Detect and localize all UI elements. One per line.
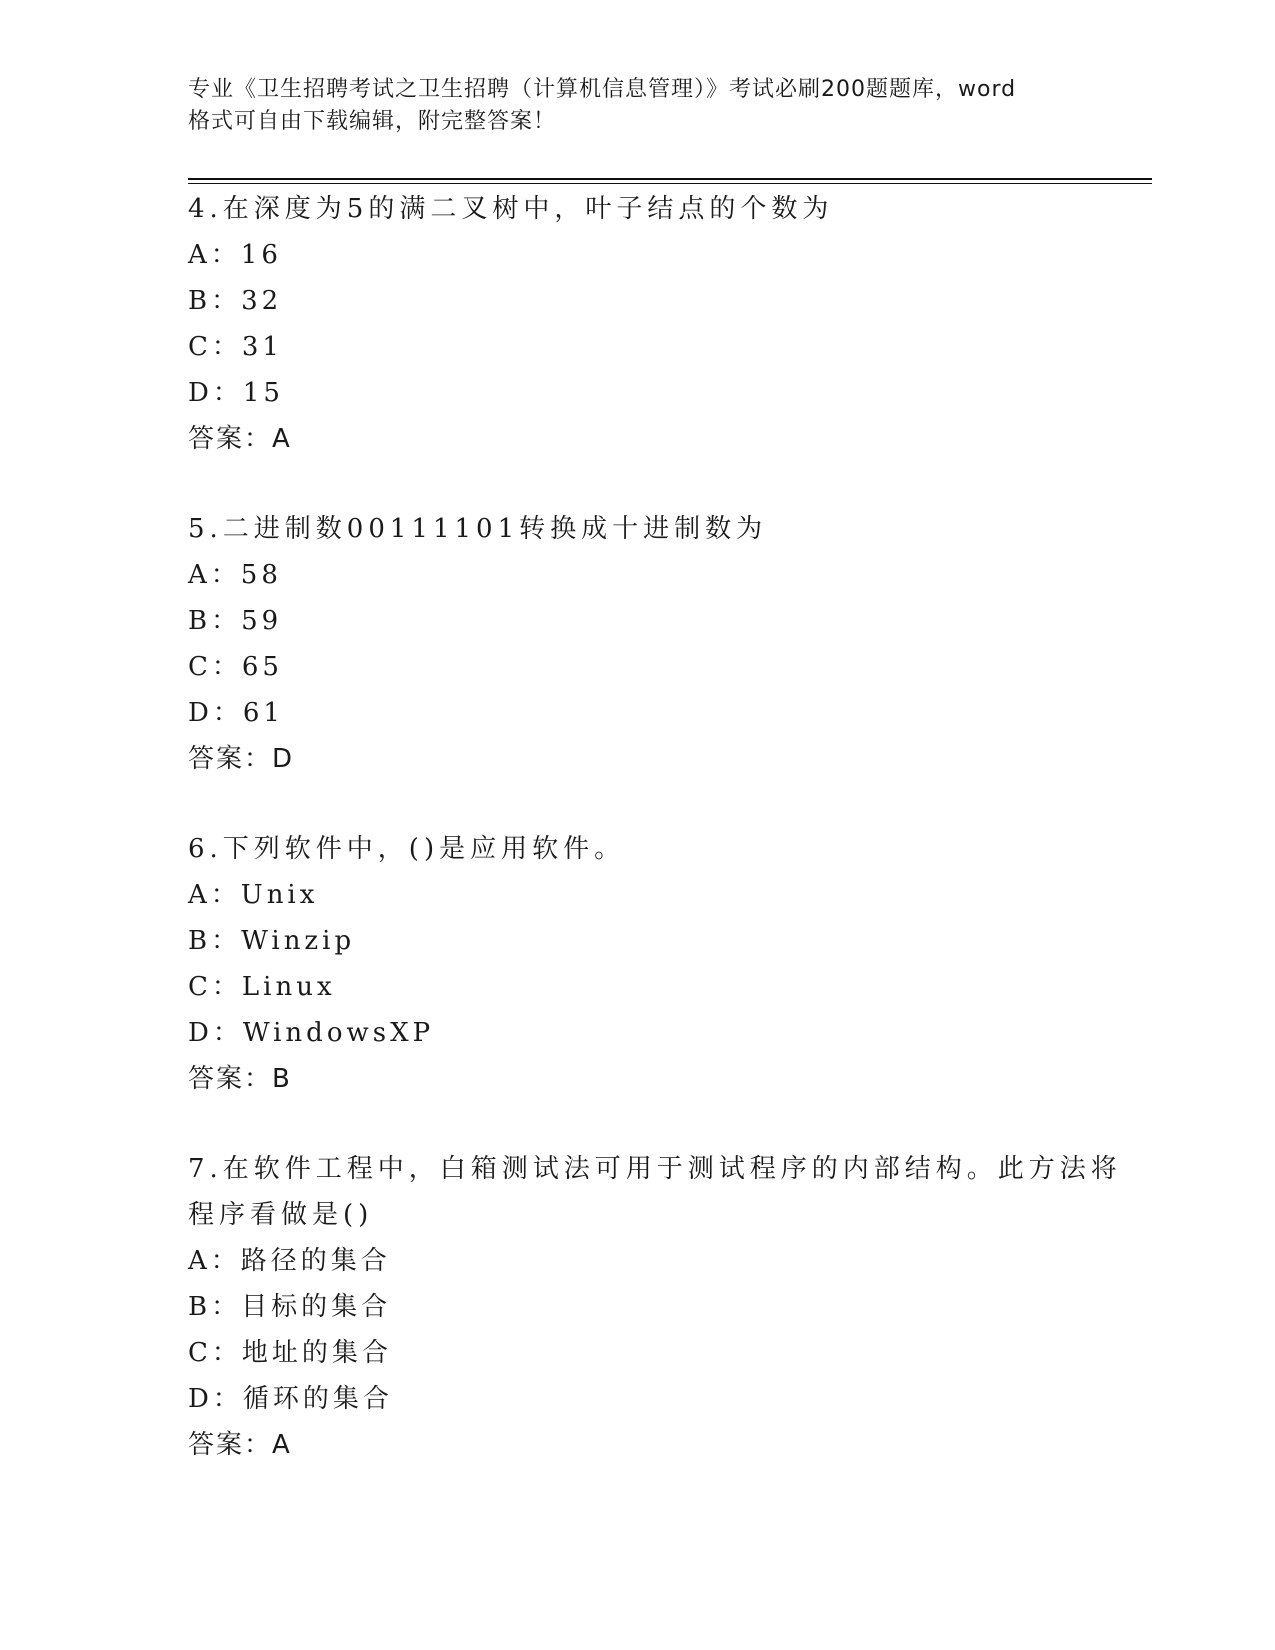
option-d: D：61 xyxy=(188,698,284,728)
answer-label: 答案：A xyxy=(188,424,292,454)
header-divider-thick xyxy=(188,178,1152,180)
option-b: B：目标的集合 xyxy=(188,1292,392,1322)
option-d: D：15 xyxy=(188,378,284,408)
document-header xyxy=(188,74,1088,138)
option-c: C：65 xyxy=(188,652,283,682)
header-divider-thin xyxy=(188,183,1152,184)
question-7 xyxy=(188,1146,1122,1468)
option-a: A：路径的集合 xyxy=(188,1246,391,1276)
option-b: B：Winzip xyxy=(188,926,356,956)
option-c: C：地址的集合 xyxy=(188,1338,392,1368)
question-title-line: 7.在软件工程中，白箱测试法可用于测试程序的内部结构。此方法将 xyxy=(188,1154,1122,1184)
question-title xyxy=(188,186,1088,232)
option-b: B：59 xyxy=(188,606,283,636)
answer-label: 答案：B xyxy=(188,1064,292,1094)
option-b: B：32 xyxy=(188,286,283,316)
header-line-1: 专业《卫生招聘考试之卫生招聘（计算机信息管理）》考试必刷200题题库，word xyxy=(188,77,1017,102)
question-title xyxy=(188,826,1088,872)
question-4 xyxy=(188,186,1088,462)
option-d: D：循环的集合 xyxy=(188,1384,393,1414)
question-title-line: 程序看做是() xyxy=(188,1200,374,1230)
option-c: C：31 xyxy=(188,332,283,362)
option-d: D：WindowsXP xyxy=(188,1018,435,1048)
question-title-line: 6.下列软件中，()是应用软件。 xyxy=(188,834,626,864)
header-line-2: 格式可自由下载编辑，附完整答案！ xyxy=(188,109,557,134)
answer-label: 答案：D xyxy=(188,744,295,774)
question-title-line: 4.在深度为5的满二叉树中，叶子结点的个数为 xyxy=(188,194,834,224)
question-title xyxy=(188,1146,1122,1238)
question-6 xyxy=(188,826,1088,1102)
question-title xyxy=(188,506,1088,552)
option-a: A：16 xyxy=(188,240,282,270)
option-c: C：Linux xyxy=(188,972,336,1002)
question-title-line: 5.二进制数00111101转换成十进制数为 xyxy=(188,514,768,544)
option-a: A：Unix xyxy=(188,880,319,910)
question-5 xyxy=(188,506,1088,782)
answer-label: 答案：A xyxy=(188,1430,292,1460)
option-a: A：58 xyxy=(188,560,282,590)
